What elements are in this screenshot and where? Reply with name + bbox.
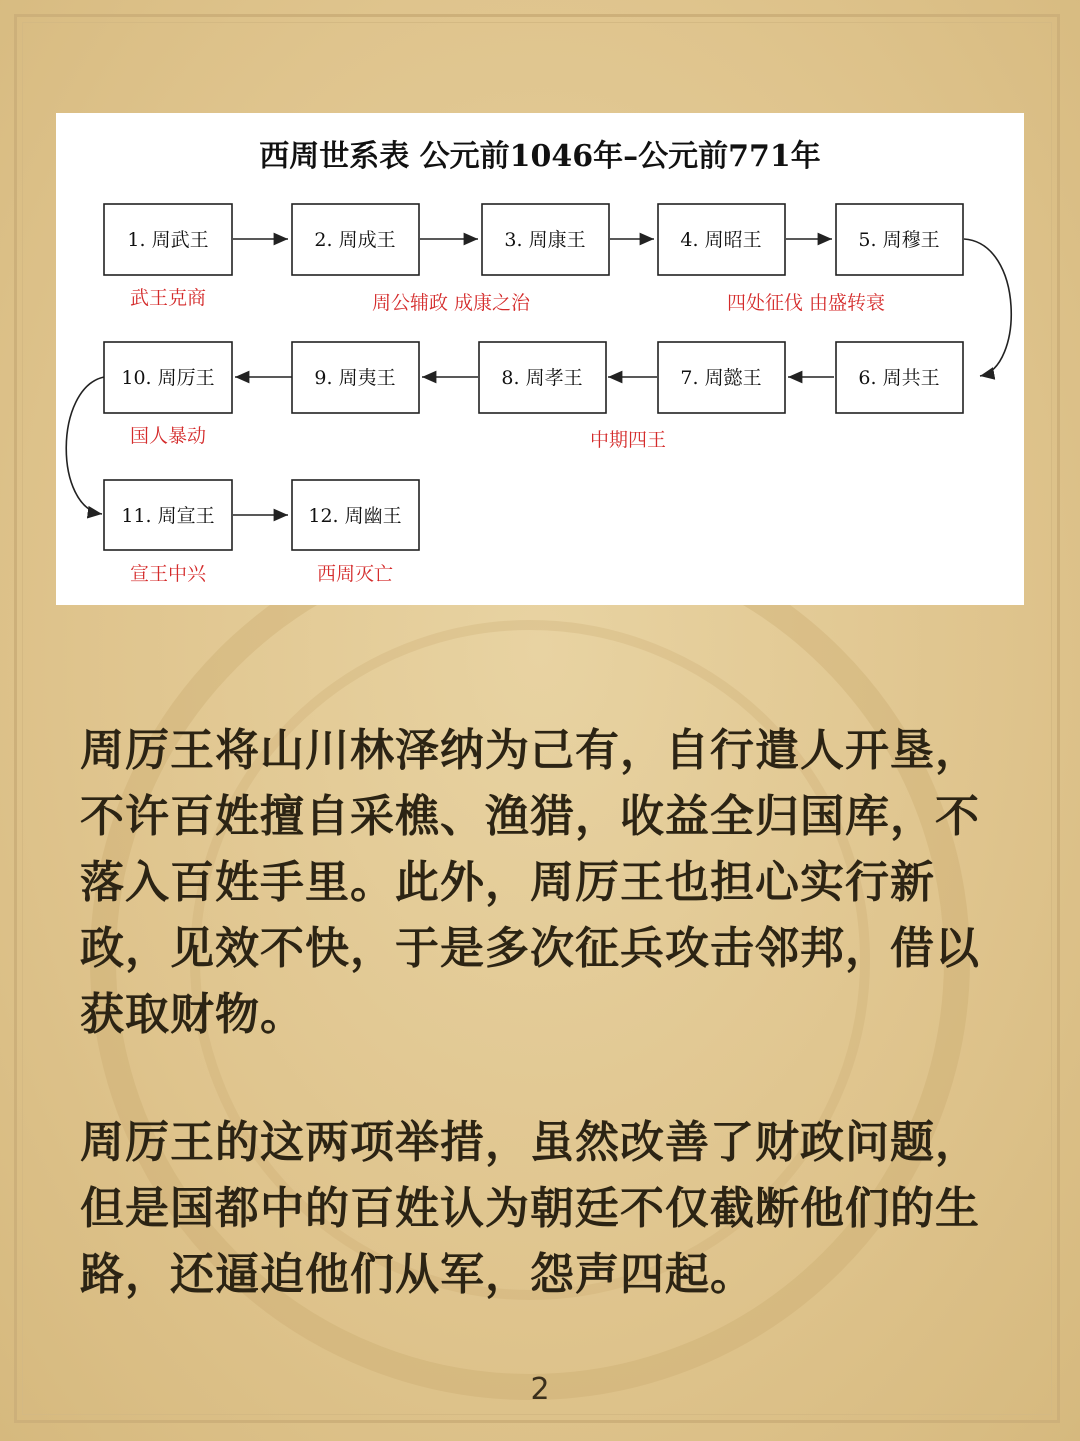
genealogy-diagram-card	[56, 113, 1024, 605]
king-boxes	[104, 204, 963, 550]
body-paragraph: 周厉王的这两项举措，虽然改善了财政问题，但是国都中的百姓认为朝廷不仅截断他们的生路，还逼迫他们从军，怨声四起。	[80, 1117, 980, 1300]
king-box	[292, 342, 419, 413]
king-box	[658, 342, 785, 413]
annotation: 宣王中兴	[129, 563, 207, 585]
annotation: 国人暴动	[129, 425, 207, 447]
king-box	[658, 204, 785, 275]
king-box	[292, 480, 419, 550]
annotation: 四处征伐 由盛转衰	[726, 292, 886, 314]
king-label: 12. 周幽王	[308, 505, 402, 527]
king-box	[292, 204, 419, 275]
arrow-5-6	[964, 239, 1011, 376]
king-label: 11. 周宣王	[121, 505, 215, 527]
king-label: 8. 周孝王	[501, 367, 583, 389]
king-box	[479, 342, 606, 413]
page-number: 2	[530, 1372, 550, 1407]
annotation: 西周灭亡	[316, 563, 394, 585]
body-paragraph: 周厉王将山川林泽纳为己有，自行遣人开垦，不许百姓擅自采樵、渔猎，收益全归国库，不落入百姓手里。此外，周厉王也担心实行新政，见效不快，于是多次征兵攻击邻邦，借以获取财物。	[80, 725, 980, 1040]
king-label: 7. 周懿王	[680, 367, 762, 389]
king-box	[836, 342, 963, 413]
annotation: 武王克商	[129, 287, 207, 309]
king-label: 10. 周厉王	[121, 367, 215, 389]
king-label: 2. 周成王	[314, 229, 396, 251]
era-annotations	[130, 287, 885, 585]
king-label: 1. 周武王	[127, 229, 209, 251]
genealogy-diagram	[56, 113, 1024, 605]
annotation: 周公辅政 成康之治	[371, 292, 531, 314]
diagram-title: 西周世系表 公元前1046年–公元前771年	[259, 139, 821, 174]
king-label: 9. 周夷王	[314, 367, 396, 389]
king-box	[836, 204, 963, 275]
king-label: 6. 周共王	[858, 367, 940, 389]
king-box	[104, 204, 232, 275]
king-box	[104, 342, 232, 413]
king-box	[104, 480, 232, 550]
king-box	[482, 204, 609, 275]
king-label: 5. 周穆王	[858, 229, 940, 251]
arrow-10-11	[66, 377, 104, 514]
king-label: 4. 周昭王	[680, 229, 762, 251]
annotation: 中期四王	[589, 429, 667, 451]
king-label: 3. 周康王	[504, 229, 586, 251]
